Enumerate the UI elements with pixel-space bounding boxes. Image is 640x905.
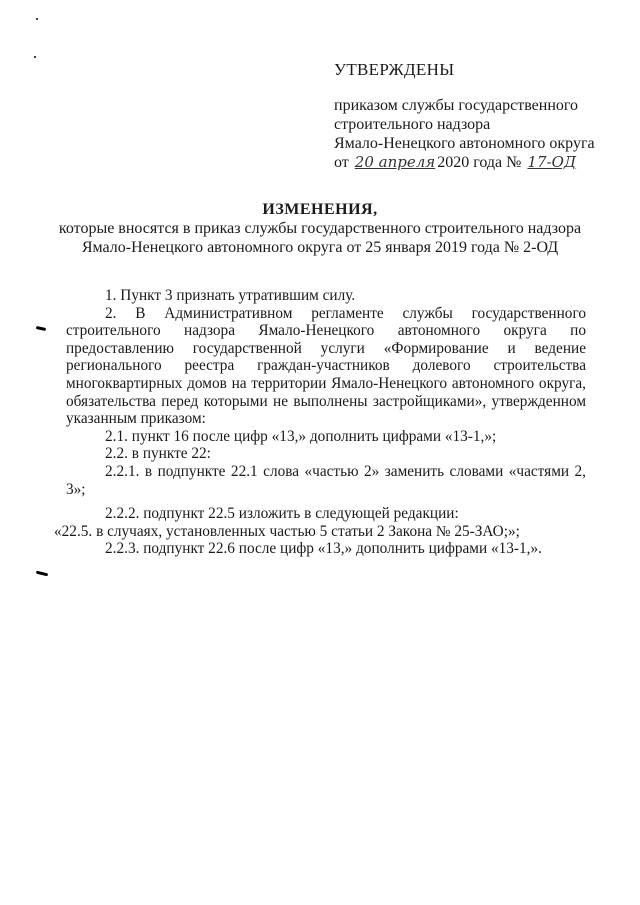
scan-mark: [36, 571, 48, 577]
paragraph: 2.2. в пункте 22:: [105, 445, 211, 463]
approval-year-text: 2020 года №: [437, 154, 522, 171]
scan-mark: [36, 326, 46, 331]
approval-line: Ямало-Ненецкого автономного округа: [334, 135, 595, 152]
approval-line: строительного надзора: [334, 116, 491, 133]
paragraph: 2.2.3. подпункт 22.6 после цифр «13,» дополнить цифрами «13-1,».: [105, 540, 542, 558]
document-heading: [40, 200, 600, 257]
approval-line: приказом службы государственного: [334, 97, 579, 114]
heading-title: ИЗМЕНЕНИЯ,: [262, 201, 378, 218]
approval-date-prefix: от: [334, 154, 349, 171]
paragraph-quote: «22.5. в случаях, установленных частью 5 статьи 2 Закона № 25-ЗАО;»;: [54, 522, 520, 540]
approval-block: [334, 60, 595, 172]
scan-speck: [34, 56, 36, 58]
paragraph: 1. Пункт 3 признать утратившим силу.: [105, 287, 356, 304]
paragraph: 2.2.1. в подпункте 22.1 слова «частью 2» заменить словами «частями 2, 3»;: [66, 462, 586, 498]
heading-subtitle: Ямало-Ненецкого автономного округа от 25 января 2019 года № 2-ОД: [81, 239, 559, 256]
paragraph: 2.1. пункт 16 после цифр «13,» дополнить цифрами «13-1,»;: [105, 427, 497, 445]
document-body: [54, 287, 586, 558]
handwritten-date: 20 апреля: [354, 153, 436, 171]
paragraph: 2. В Административном регламенте службы государственного строительного надзора Ямало-Ненецкого автономного округа по предоставлению государственной услуги «Формирование и ведение регионального реестра граждан-участников долевого строительства многоквартирных домов на территории Ямало-Ненецкого автономного округа, обязательства перед которыми не выполнены застройщиками», утвержденном указанным приказом:: [66, 304, 586, 428]
approval-date-line: [334, 153, 595, 172]
paragraph: 2.2.2. подпункт 22.5 изложить в следующей редакции:: [105, 505, 459, 523]
handwritten-number: 17-ОД: [527, 153, 577, 171]
scan-speck: [36, 18, 38, 20]
heading-subtitle: которые вносятся в приказ службы государственного строительного надзора: [58, 220, 582, 237]
approval-title: УТВЕРЖДЕНЫ: [334, 60, 455, 79]
